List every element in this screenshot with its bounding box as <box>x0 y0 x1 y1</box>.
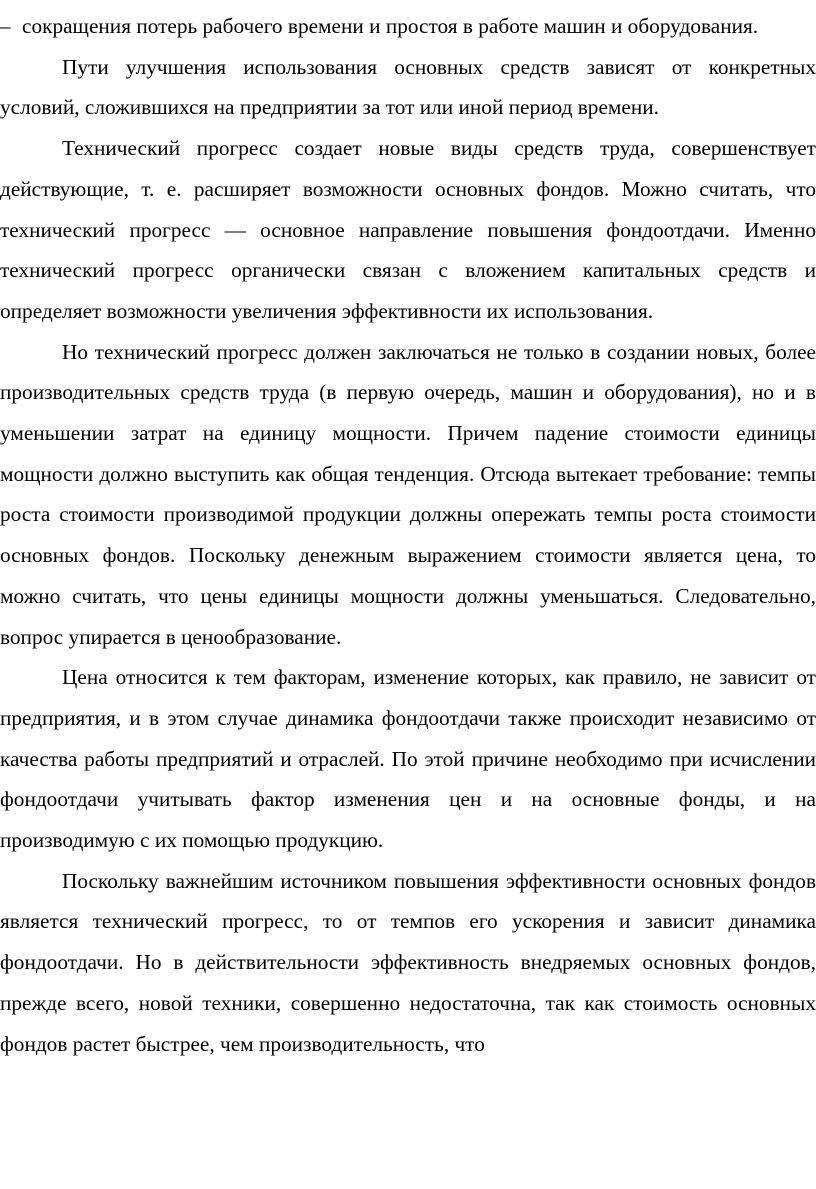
paragraph: Пути улучшения использования основных средств зависят от конкретных условий, сложившихся на предприятии за тот или иной период времени. <box>0 54 816 120</box>
paragraph: Но технический прогресс должен заключаться не только в создании новых, более производительных средств труда (в первую очередь, машин и оборудования), но и в уменьшении затрат на единицу мощности. Причем падение стоимости единицы мощности должно выступить как общая тенденция. Отсюда вытекает требование: темпы роста стоимости производимой продукции должны опережать темпы роста стоимости основных фондов. Поскольку денежным выражением стоимости является цена, то можно считать, что цены единицы мощности должны уменьшаться. Следовательно, вопрос упирается в ценообразование. <box>0 339 816 649</box>
paragraph-list-item <box>0 6 816 47</box>
dash-marker: – <box>0 14 11 38</box>
paragraph: Цена относится к тем факторам, изменение которых, как правило, не зависит от предприятия, и в этом случае динамика фондоотдачи также происходит независимо от качества работы предприятий и отраслей. По этой причине необходимо при исчислении фондоотдачи учитывать фактор изменения цен и на основные фонды, и на производимую с их помощью продукцию. <box>0 665 816 853</box>
paragraph-text: сокращения потерь рабочего времени и простоя в работе машин и оборудования. <box>22 14 759 38</box>
paragraph: Технический прогресс создает новые виды средств труда, совершенствует действующие, т. е. расширяет возможности основных фондов. Можно считать, что технический прогресс — основное направление повышения фондоотдачи. Именно технический прогресс органически связан с вложением капитальных средств и определяет возможности увеличения эффективности их использования. <box>0 136 816 323</box>
paragraph: Поскольку важнейшим источником повышения эффективности основных фондов является технический прогресс, то от темпов его ускорения и зависит динамика фондоотдачи. Но в действительности эффективность внедряемых основных фондов, прежде всего, новой техники, совершенно недостаточна, так как стоимость основных фондов растет быстрее, чем производительность, что <box>0 868 816 1056</box>
